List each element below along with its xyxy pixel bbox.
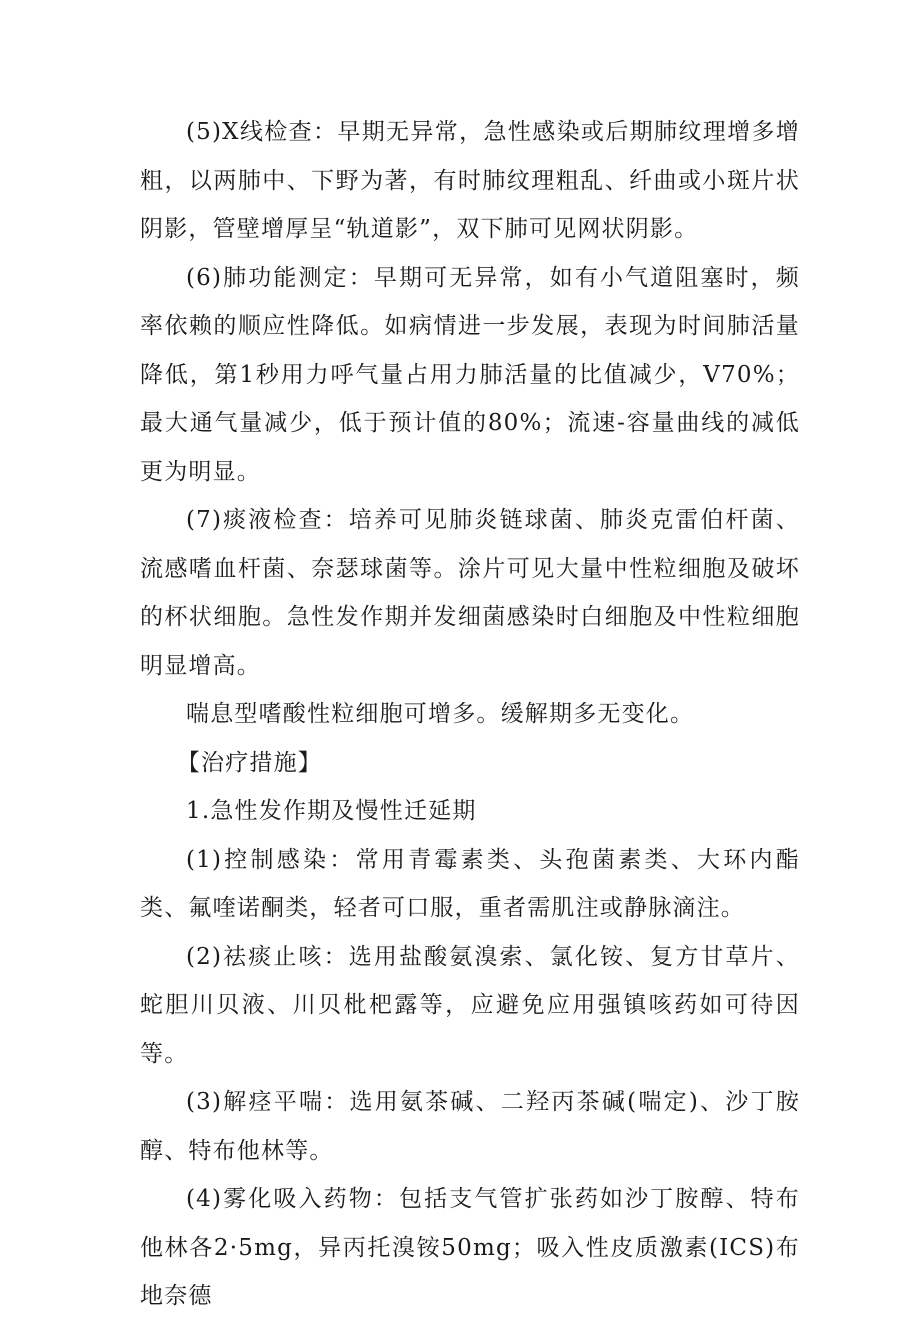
paragraph-sputum-exam: (7)痰液检查：培养可见肺炎链球菌、肺炎克雷伯杆菌、流感嗜血杆菌、奈瑟球菌等。涂片可见大量中性粒细胞及破坏的杯状细胞。急性发作期并发细菌感染时白细胞及中性粒细胞明显增高。 xyxy=(140,507,800,679)
paragraph-lung-function: (6)肺功能测定：早期可无异常，如有小气道阻塞时，频率依赖的顺应性降低。如病情进一步发展，表现为时间肺活量降低，第1秒用力呼气量占用力肺活量的比值减少，V70%；最大通气量减少，低于预计值的80%；流速-容量曲线的减低更为明显。 xyxy=(140,264,800,485)
treatment-infection-control: (1)控制感染：常用青霉素类、头孢菌素类、大环内酯类、氟喹诺酮类，轻者可口服，重者需肌注或静脉滴注。 xyxy=(140,846,800,921)
paragraph-xray-exam: (5)X线检查：早期无异常，急性感染或后期肺纹理增多增粗，以两肺中、下野为著，有时肺纹理粗乱、纤曲或小斑片状阴影，管壁增厚呈“轨道影”，双下肺可见网状阴影。 xyxy=(140,119,800,242)
paragraph-eosinophil-note: 喘息型嗜酸性粒细胞可增多。缓解期多无变化。 xyxy=(186,701,695,727)
section-title: 【治疗措施】 xyxy=(176,749,322,776)
document-body xyxy=(140,108,800,1321)
treatment-expectorant: (2)祛痰止咳：选用盐酸氨溴索、氯化铵、复方甘草片、蛇胆川贝液、川贝枇杷露等，应避免应用强镇咳药如可待因等。 xyxy=(140,943,800,1067)
treatment-antispasmodic: (3)解痉平喘：选用氨茶碱、二羟丙茶碱(喘定)、沙丁胺醇、特布他林等。 xyxy=(140,1089,800,1164)
treatment-nebulized-inhalation: (4)雾化吸入药物：包括支气管扩张药如沙丁胺醇、特布他林各2·5mg，异丙托溴铵50mg；吸入性皮质激素(ICS)布地奈德 xyxy=(140,1186,800,1309)
subsection-title: 1.急性发作期及慢性迁延期 xyxy=(186,798,477,824)
